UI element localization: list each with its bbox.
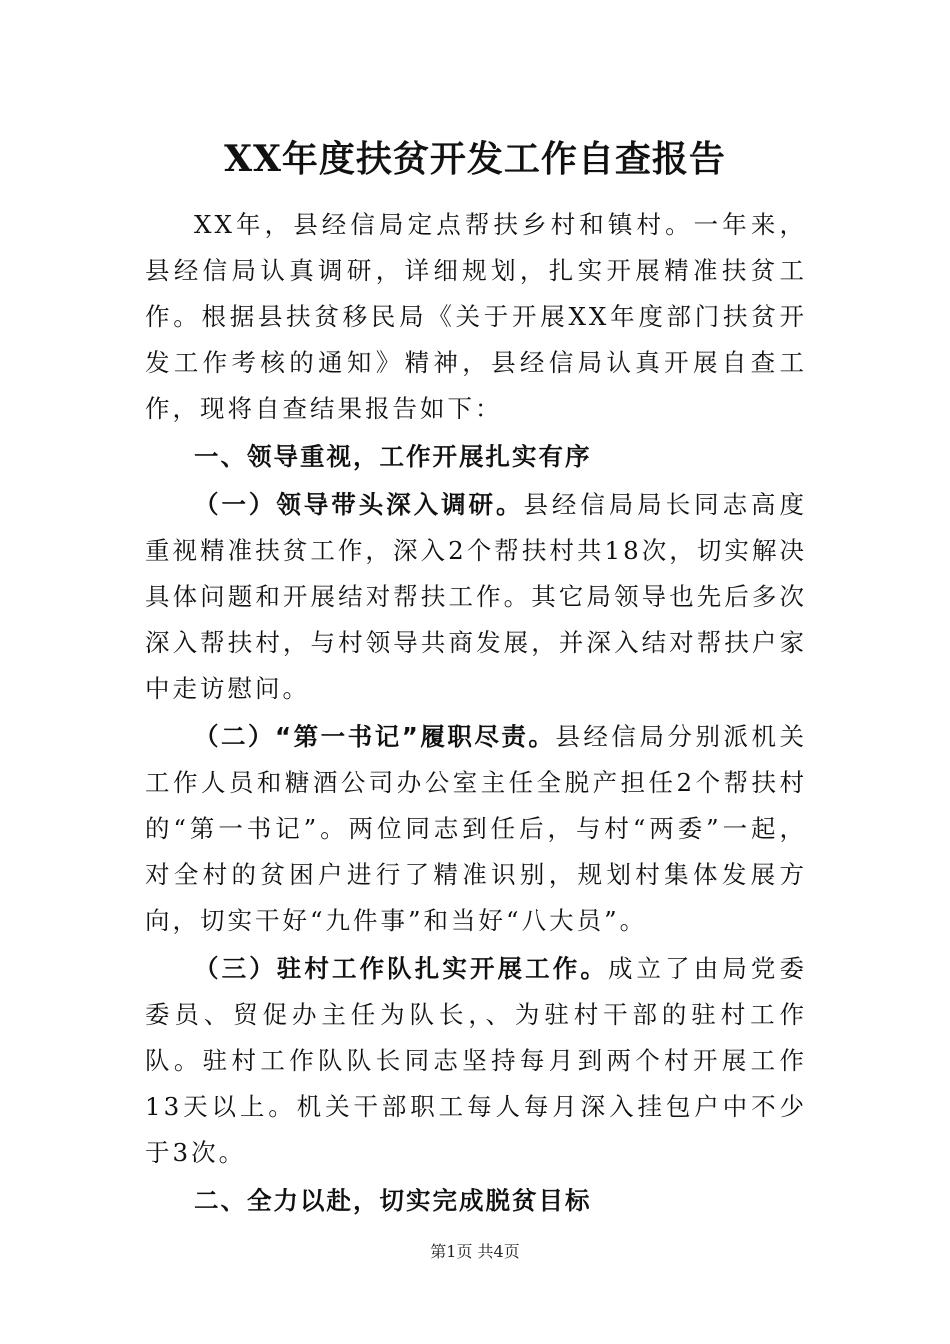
document-body xyxy=(145,202,807,1226)
item-2-lead: （二）“第一书记”履职尽责。 xyxy=(194,722,556,751)
document-title: XX年度扶贫开发工作自查报告 xyxy=(224,138,726,180)
section-1-item-1 xyxy=(145,482,807,712)
item-1-text: 县经信局局长同志高度重视精准扶贫工作，深入2个帮扶村共18次，切实解决具体问题和开展结对帮扶工作。其它局领导也先后多次深入帮扶村，与村领导共商发展，并深入结对帮扶户家中走访慰问。 xyxy=(145,490,808,703)
section-1-item-2 xyxy=(145,714,807,944)
section-1-item-3 xyxy=(145,946,807,1176)
intro-paragraph: XX年，县经信局定点帮扶乡村和镇村。一年来，县经信局认真调研，详细规划，扎实开展精准扶贫工作。根据县扶贫移民局《关于开展XX年度部门扶贫开发工作考核的通知》精神，县经信局认真开展自查工作，现将自查结果报告如下： xyxy=(145,210,807,423)
page-number-footer: 第1页 共4页 xyxy=(430,1242,520,1261)
section-2-heading: 二、全力以赴，切实完成脱贫目标 xyxy=(194,1186,592,1215)
item-1-lead: （一）领导带头深入调研。 xyxy=(194,490,524,519)
item-2-text: 县经信局分别派机关工作人员和糖酒公司办公室主任全脱产担任2个帮扶村的“第一书记”。两位同志到任后，与村“两委”一起，对全村的贫困户进行了精准识别，规划村集体发展方向，切实干好“九件事”和当好“八大员”。 xyxy=(145,722,808,935)
section-1-heading: 一、领导重视，工作开展扎实有序 xyxy=(194,442,592,471)
item-3-text: 成立了由局党委委员、贸促办主任为队长，、为驻村干部的驻村工作队。驻村工作队队长同志坚持每月到两个村开展工作13天以上。机关干部职工每人每月深入挂包户中不少于3次。 xyxy=(145,954,808,1167)
item-3-lead: （三）驻村工作队扎实开展工作。 xyxy=(194,954,608,983)
